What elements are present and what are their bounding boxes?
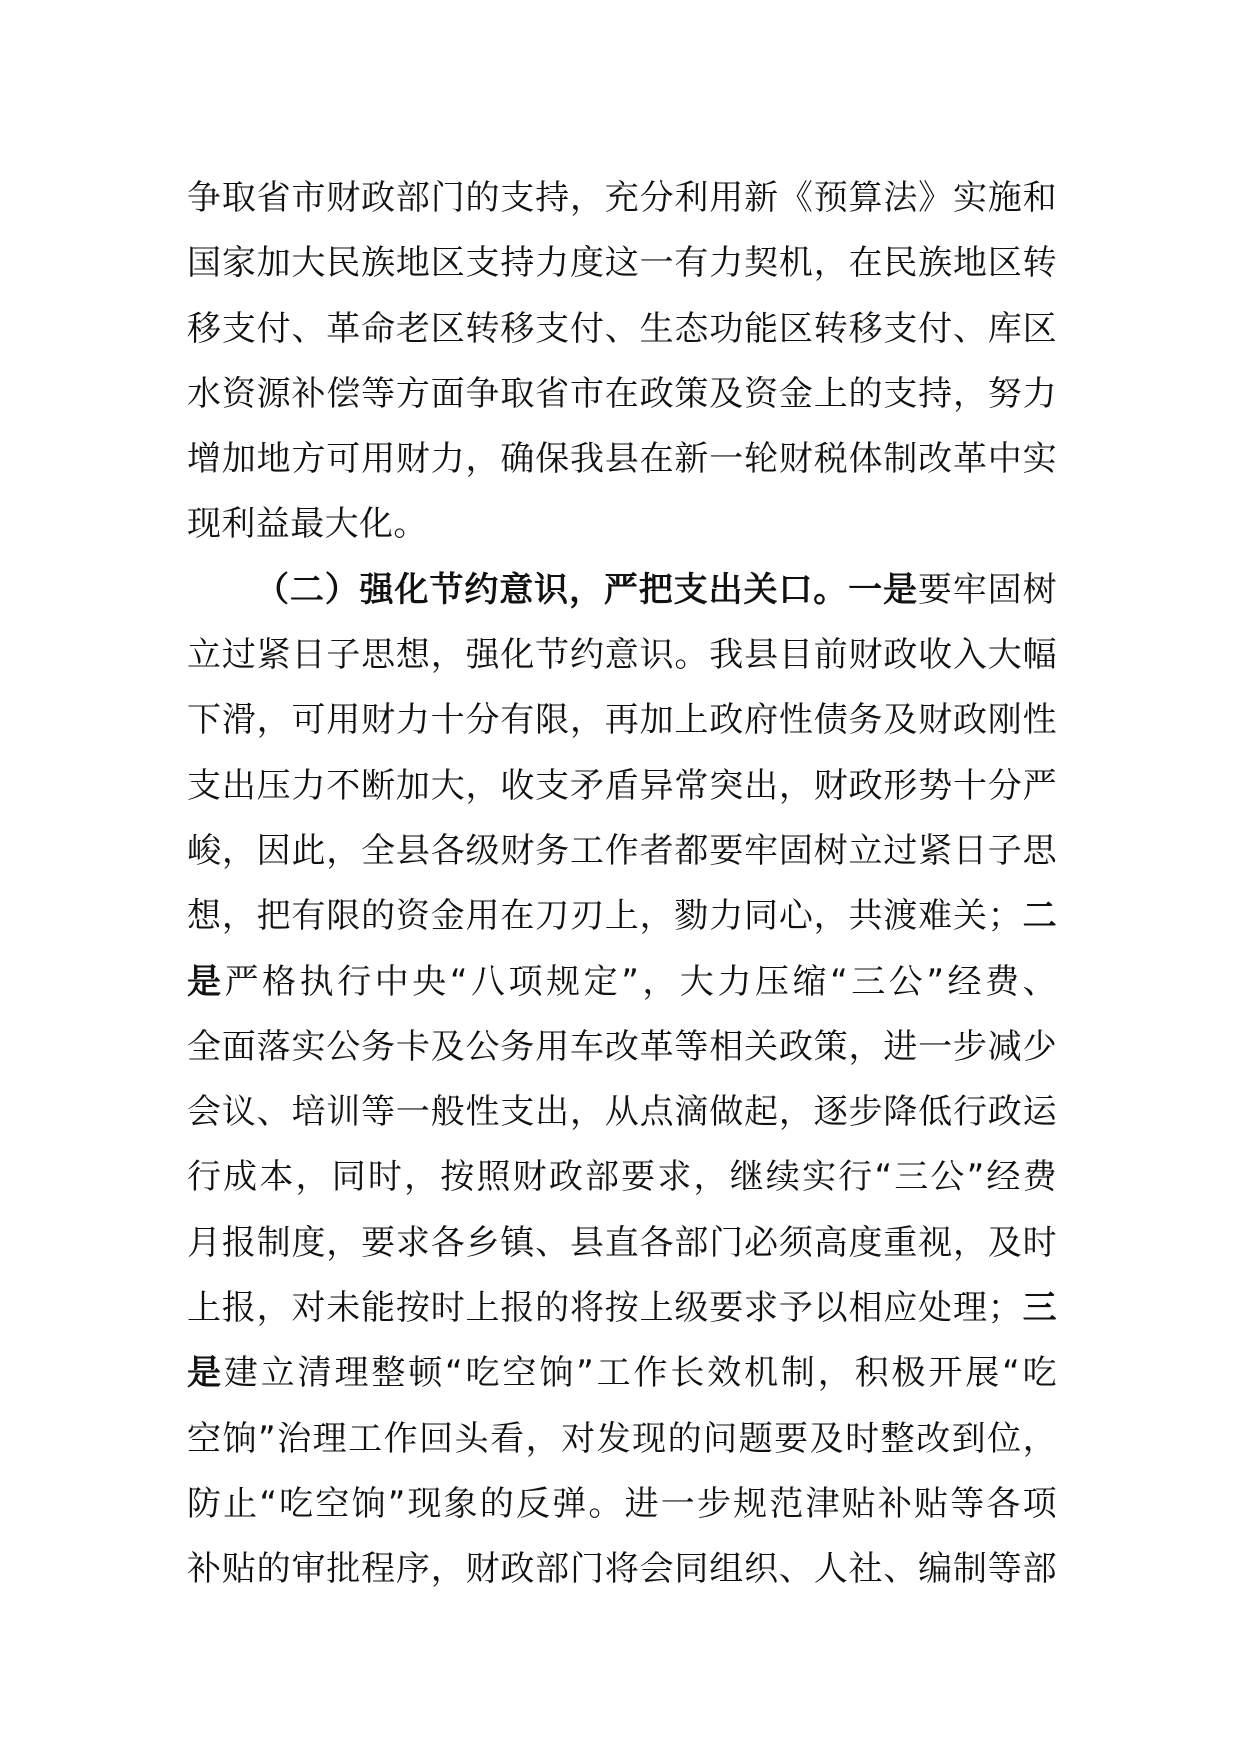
point-marker-3: 是 bbox=[187, 1353, 224, 1394]
point-marker-2: 是 bbox=[187, 961, 225, 1002]
paragraph2-line: 防止“吃空饷”现象的反弹。进一步规范津贴补贴等各项 bbox=[187, 1483, 1057, 1524]
paragraph2-line bbox=[187, 1341, 1057, 1406]
paragraph1-line: 水资源补偿等方面争取省市在政策及资金上的支持，努力 bbox=[187, 373, 1057, 414]
paragraph2-text: 上报，对未能按时上报的将按上级要求予以相应处理； bbox=[187, 1288, 1023, 1329]
paragraph2-line: 峻，因此，全县各级财务工作者都要牢固树立过紧日子思 bbox=[187, 830, 1057, 871]
paragraph1-line: 现利益最大化。 bbox=[187, 504, 428, 545]
paragraph2-line: 支出压力不断加大，收支矛盾异常突出，财政形势十分严 bbox=[187, 765, 1057, 806]
paragraph1-line: 国家加大民族地区支持力度这一有力契机，在民族地区转 bbox=[187, 243, 1057, 284]
point-marker-3: 三 bbox=[1022, 1288, 1057, 1329]
paragraph1-line: 争取省市财政部门的支持，充分利用新《预算法》实施和 bbox=[187, 178, 1057, 218]
paragraph2-line: 立过紧日子思想，强化节约意识。我县目前财政收入大幅 bbox=[187, 635, 1057, 676]
point-marker-2: 二 bbox=[1022, 896, 1057, 937]
paragraph2-line: 空饷”治理工作回头看，对发现的问题要及时整改到位， bbox=[187, 1418, 1057, 1459]
section-heading: （二）强化节约意识，严把支出关口。 bbox=[255, 569, 849, 610]
document-body bbox=[187, 166, 1057, 1603]
point-marker-1: 一是 bbox=[848, 569, 918, 610]
paragraph1-line: 移支付、革命老区转移支付、生态功能区转移支付、库区 bbox=[187, 308, 1057, 349]
paragraph2-line bbox=[187, 884, 1057, 949]
paragraph2-line: 下滑，可用财力十分有限，再加上政府性债务及财政刚性 bbox=[187, 700, 1057, 741]
paragraph1-line: 增加地方可用财力，确保我县在新一轮财税体制改革中实 bbox=[187, 439, 1057, 480]
paragraph2-first-line bbox=[187, 558, 1057, 623]
paragraph2-line: 会议、培训等一般性支出，从点滴做起，逐步降低行政运 bbox=[187, 1092, 1057, 1133]
paragraph2-line: 行成本，同时，按照财政部要求，继续实行“三公”经费 bbox=[187, 1157, 1057, 1198]
paragraph2-line: 全面落实公务卡及公务用车改革等相关政策，进一步减少 bbox=[187, 1026, 1057, 1067]
paragraph2-line bbox=[187, 1276, 1057, 1341]
paragraph2-text: 建立清理整顿“吃空饷”工作长效机制，积极开展“吃 bbox=[223, 1353, 1057, 1394]
paragraph2-line bbox=[187, 950, 1057, 1015]
paragraph2-line: 补贴的审批程序，财政部门将会同组织、人社、编制等部 bbox=[187, 1549, 1057, 1590]
paragraph2-text: 想，把有限的资金用在刀刃上，勠力同心，共渡难关； bbox=[187, 896, 1023, 937]
paragraph2-text: 要牢固树 bbox=[917, 569, 1057, 610]
paragraph2-text: 严格执行中央“八项规定”，大力压缩“三公”经费、 bbox=[224, 961, 1058, 1002]
paragraph2-line: 月报制度，要求各乡镇、县直各部门必须高度重视，及时 bbox=[187, 1222, 1057, 1263]
